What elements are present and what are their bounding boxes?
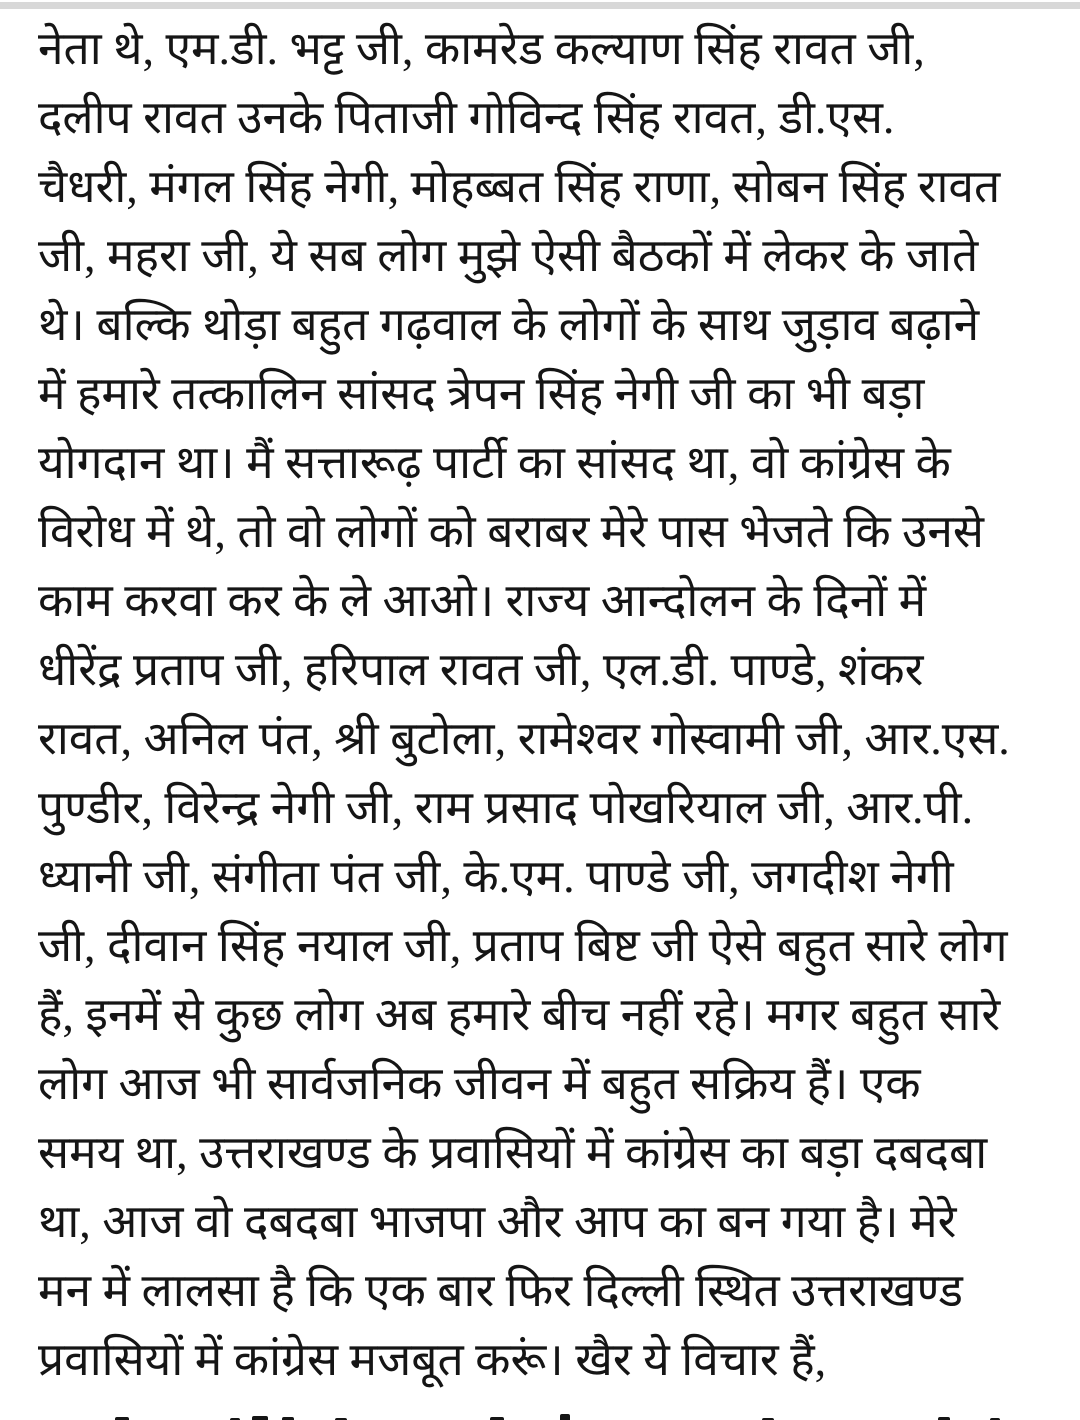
glyph-top-fragment: [252, 1416, 268, 1420]
text-line: धीरेंद्र प्रताप जी, हरिपाल रावत जी, एल.डी. पाण्डे, शंकर: [38, 644, 924, 695]
text-line: काम करवा कर के ले आओ। राज्य आन्दोलन के दिनों में: [38, 575, 927, 626]
text-line: नेता थे, एम.डी. भट्ट जी, कामरेड कल्याण सिंह रावत जी,: [38, 23, 925, 74]
text-line: पुण्डीर, विरेन्द्र नेगी जी, राम प्रसाद पोखरियाल जी, आर.पी.: [38, 782, 974, 833]
text-line: योगदान था। मैं सत्तारूढ़ पार्टी का सांसद था, वो कांग्रेस के: [38, 437, 951, 488]
text-line: समय था, उत्तराखण्ड के प्रवासियों में कांग्रेस का बड़ा दबदबा: [38, 1127, 988, 1178]
text-line: चैधरी, मंगल सिंह नेगी, मोहब्बत सिंह राणा, सोबन सिंह रावत: [38, 161, 1001, 212]
text-line: था, आज वो दबदबा भाजपा और आप का बन गया है। मेरे: [38, 1196, 957, 1247]
text-line: हैं, इनमें से कुछ लोग अब हमारे बीच नहीं रहे। मगर बहुत सारे: [38, 989, 1001, 1040]
text-line: मन में लालसा है कि एक बार फिर दिल्ली स्थित उत्तराखण्ड: [38, 1265, 963, 1316]
text-line: जी, दीवान सिंह नयाल जी, प्रताप बिष्ट जी ऐसे बहुत सारे लोग: [38, 920, 1008, 971]
text-line: दलीप रावत उनके पिताजी गोविन्द सिंह रावत, डी.एस.: [38, 92, 895, 143]
text-line: में हमारे तत्कालिन सांसद त्रेपन सिंह नेगी जी का भी बड़ा: [38, 368, 925, 419]
text-line: प्रवासियों में कांग्रेस मजबूत करूं। खैर ये विचार हैं,: [38, 1334, 827, 1385]
text-line: जी, महरा जी, ये सब लोग मुझे ऐसी बैठकों में लेकर के जाते: [38, 230, 979, 281]
text-line: रावत, अनिल पंत, श्री बुटोला, रामेश्वर गोस्वामी जी, आर.एस.: [38, 713, 1010, 764]
text-line: थे। बल्कि थोड़ा बहुत गढ़वाल के लोगों के साथ जुड़ाव बढ़ाने: [38, 299, 980, 350]
glyph-top-fragment: [560, 1414, 570, 1420]
text-line: विरोध में थे, तो वो लोगों को बराबर मेरे पास भेजते कि उनसे: [38, 506, 984, 557]
cutoff-next-line-fragments: [0, 1408, 1080, 1420]
paragraph-text: [0, 9, 1080, 1394]
top-divider-bar: [0, 2, 1080, 9]
document-page: [0, 9, 1080, 1420]
text-line: लोग आज भी सार्वजनिक जीवन में बहुत सक्रिय हैं। एक: [38, 1058, 921, 1109]
text-line: ध्यानी जी, संगीता पंत जी, के.एम. पाण्डे जी, जगदीश नेगी: [38, 851, 954, 902]
